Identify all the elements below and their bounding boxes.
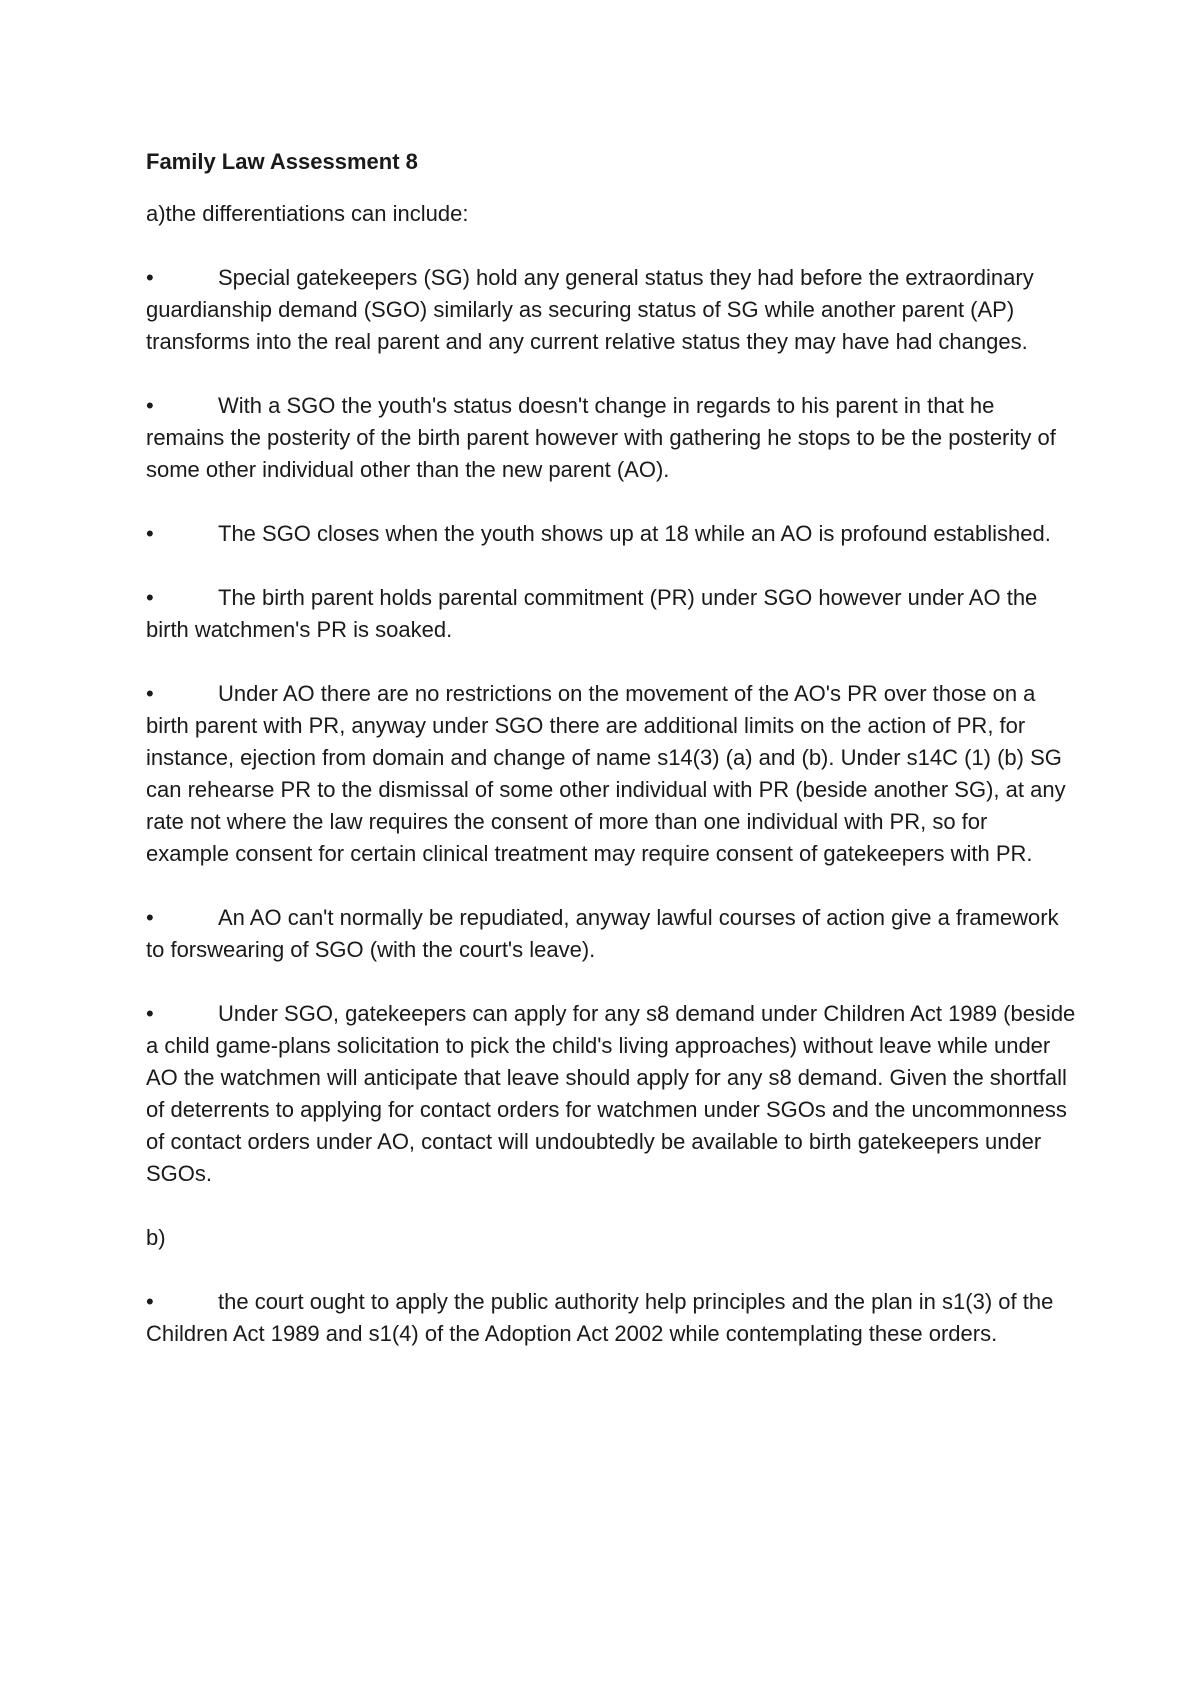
- bullet-item: [146, 518, 1076, 550]
- bullet-symbol: •: [146, 265, 154, 290]
- bullet-text: The SGO closes when the youth shows up at 18 while an AO is profound established.: [218, 521, 1051, 546]
- bullet-symbol: •: [146, 681, 154, 706]
- document-title: Family Law Assessment 8: [146, 149, 418, 174]
- section-a-intro: a)the differentiations can include:: [146, 201, 469, 226]
- section-b-label: b): [146, 1225, 166, 1250]
- bullet-symbol: •: [146, 1001, 154, 1026]
- bullet-item: [146, 902, 1076, 966]
- document-page: [146, 146, 1076, 1382]
- bullet-symbol: •: [146, 1289, 154, 1314]
- bullet-symbol: •: [146, 393, 154, 418]
- bullet-item: [146, 1286, 1076, 1350]
- bullet-text: Under SGO, gatekeepers can apply for any s8 demand under Children Act 1989 (beside a child game-plans solicitation to pick the child's living approaches) without leave while under AO the watchmen will anticipate that leave should apply for any s8 demand. Given the shortfall of deterrents to applying for contact orders for watchmen under SGOs and the uncommonness of contact orders under AO, contact will undoubtedly be available to birth gatekeepers under SGOs.: [146, 1001, 1076, 1186]
- bullet-item: [146, 582, 1076, 646]
- bullet-symbol: •: [146, 905, 154, 930]
- bullet-item: [146, 998, 1076, 1190]
- bullet-text: With a SGO the youth's status doesn't change in regards to his parent in that he remains the posterity of the birth parent however with gathering he stops to be the posterity of some other individual other than the new parent (AO).: [146, 393, 1056, 482]
- bullet-text: Special gatekeepers (SG) hold any general status they had before the extraordinary guardianship demand (SGO) similarly as securing status of SG while another parent (AP) transforms into the real parent and any current relative status they may have had changes.: [146, 265, 1034, 354]
- bullet-symbol: •: [146, 585, 154, 610]
- bullet-text: The birth parent holds parental commitment (PR) under SGO however under AO the birth watchmen's PR is soaked.: [146, 585, 1038, 642]
- bullet-item: [146, 678, 1076, 870]
- bullet-symbol: •: [146, 521, 154, 546]
- bullet-text: Under AO there are no restrictions on the movement of the AO's PR over those on a birth parent with PR, anyway under SGO there are additional limits on the action of PR, for instance, ejection from domain and change of name s14(3) (a) and (b). Under s14C (1) (b) SG can rehearse PR to the dismissal of some other individual with PR (beside another SG), at any rate not where the law requires the consent of more than one individual with PR, so for example consent for certain clinical treatment may require consent of gatekeepers with PR.: [146, 681, 1066, 866]
- bullet-text: the court ought to apply the public authority help principles and the plan in s1(3) of the Children Act 1989 and s1(4) of the Adoption Act 2002 while contemplating these orders.: [146, 1289, 1054, 1346]
- bullet-item: [146, 390, 1076, 486]
- bullet-text: An AO can't normally be repudiated, anyway lawful courses of action give a framework to forswearing of SGO (with the court's leave).: [146, 905, 1059, 962]
- bullet-item: [146, 262, 1076, 358]
